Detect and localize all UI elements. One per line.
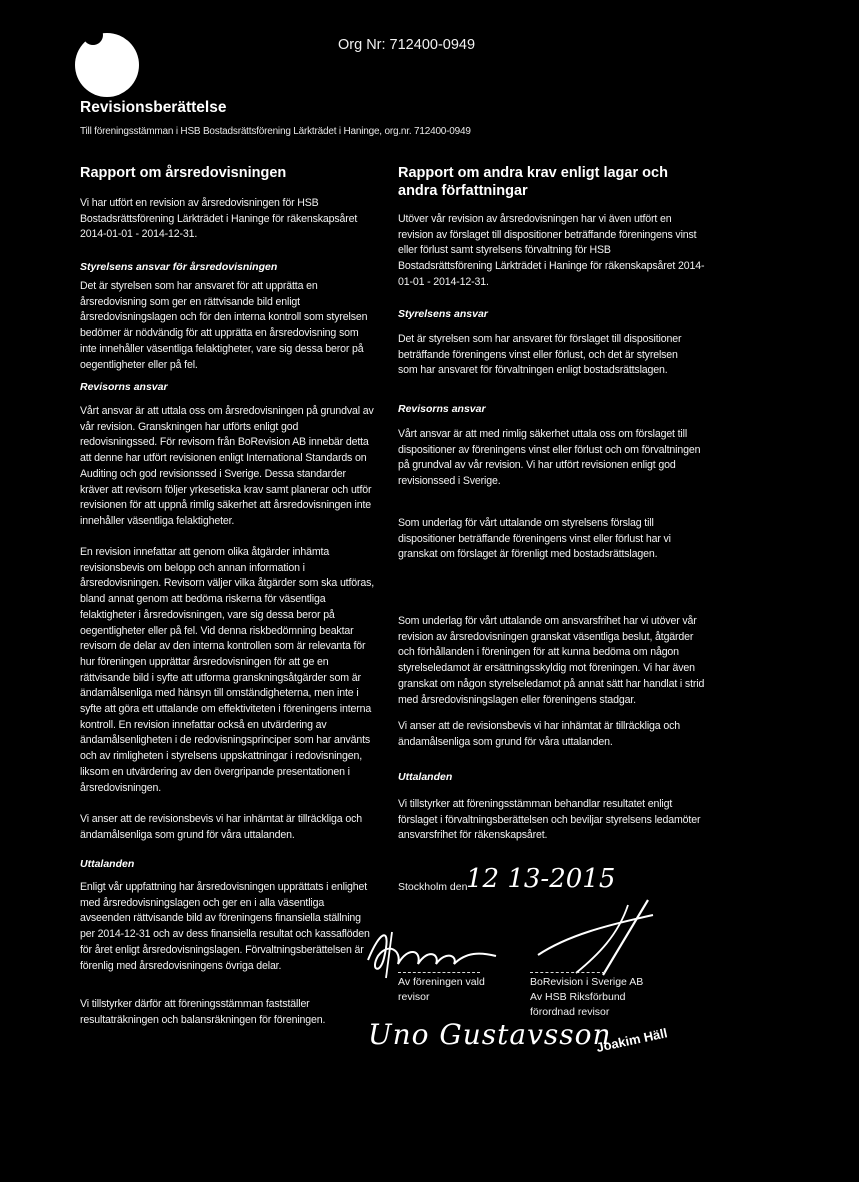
left-heading: Rapport om årsredovisningen bbox=[80, 165, 287, 181]
right-paragraph-4: Som underlag för vårt uttalande om ansvarsfrihet har vi utöver vår revision av årsredovisningen granskat väsentliga beslut, åtgärder och förhållanden i föreningen för att kunna bedöma om någon styrelseledamot är ersättningsskyldig mot föreningen. Vi har även granskat om någon styrelseledamot på annat sätt har handlat i strid med årsredovisningslagen eller föreningens stadgar. bbox=[398, 615, 705, 706]
page-subtitle: Till föreningsstämman i HSB Bostadsrättsförening Lärkträdet i Haninge, org.nr. 712400-0949 bbox=[80, 126, 471, 137]
left-sub-revisorns-ansvar: Revisorns ansvar bbox=[80, 381, 168, 393]
right-paragraph-6: Vi tillstyrker att föreningsstämman behandlar resultatet enligt förslaget i förvaltningsberättelsen och beviljar styrelsens ledamöter ansvarsfrihet för räkenskapsåret. bbox=[398, 798, 701, 842]
left-paragraph-2: Vårt ansvar är att uttala oss om årsredovisningen på grundval av vår revision. Granskningen har utförts enligt god redovisningssed. För revisorn från BoRevision AB innebär detta att denne har utfört revisionen enligt International Standards on Auditing och god revisionssed i Sverige. Dessa standarder kräver att revisorn följer yrkesetiska krav samt planerar och utför revisionen för att uppnå rimlig säkerhet att årsredovisningen inte innehåller väsentliga felaktigheter. bbox=[80, 405, 374, 527]
left-paragraph-4: Vi anser att de revisionsbevis vi har inhämtat är tillräckliga och ändamålsenliga som grund för våra uttalanden. bbox=[80, 813, 362, 841]
auditor1-line1: Av föreningen vald bbox=[398, 976, 485, 988]
org-number: Org Nr: 712400-0949 bbox=[338, 37, 476, 53]
left-intro: Vi har utfört en revision av årsredovisningen för HSB Bostadsrättsförening Lärkträdet i Haninge för räkenskapsåret 2014-01-01 - 2014-12-31. bbox=[80, 197, 358, 241]
left-paragraph-6: Vi tillstyrker därför att föreningsstämman fastställer resultaträkningen och balansräkningen för föreningen. bbox=[80, 998, 326, 1026]
left-paragraph-3: En revision innefattar att genom olika åtgärder inhämta revisionsbevis om belopp och annan information i årsredovisningen. Revisorn väljer vilka åtgärder som ska utföras, bland annat genom att bedöma riskerna för väsentliga felaktigheter i årsredovisningen, vare sig dessa beror på oegentligheter eller på fel. Vid denna riskbedömning beaktar revisorn de delar av den interna kontrollen som är relevanta för hur föreningen upprättar årsredovisningen för att ge en rättvisande bild i syfte att utforma granskningsåtgärder som är ändamålsenliga med hänsyn till omständigheterna, men inte i syfte att göra ett uttalande om effektiviteten i föreningens interna kontroll. En revision innefattar också en utvärdering av ändamålsenligheten i de redovisningsprinciper som har använts och av rimligheten i styrelsens uppskattningar i redovisningen, liksom en utvärdering av den övergripande presentationen i årsredovisningen. bbox=[80, 546, 375, 794]
auditor2-line3: förordnad revisor bbox=[530, 1006, 610, 1018]
right-sub-revisorns-ansvar: Revisorns ansvar bbox=[398, 403, 486, 415]
handwritten-date: 12 13-2015 bbox=[466, 864, 616, 894]
left-paragraph-1: Det är styrelsen som har ansvaret för att upprätta en årsredovisning som ger en rättvisande bild enligt årsredovisningslagen och för den interna kontroll som styrelsen bedömer är nödvändig för att upprätta en årsredovisning som inte innehåller väsentliga felaktigheter, vare sig dessa beror på oegentligheter eller på fel. bbox=[80, 280, 368, 371]
hsb-logo bbox=[75, 33, 139, 97]
right-paragraph-5: Vi anser att de revisionsbevis vi har inhämtat är tillräckliga och ändamålsenliga som grund för våra uttalanden. bbox=[398, 720, 680, 748]
right-paragraph-2: Vårt ansvar är att med rimlig säkerhet uttala oss om förslaget till dispositioner av föreningens vinst eller förlust och om förvaltningen på grundval av vår revision. Vi har utfört revisionen enligt god revisionssed i Sverige. bbox=[398, 428, 701, 488]
auditor1-signature bbox=[362, 920, 502, 980]
right-paragraph-1: Det är styrelsen som har ansvaret för förslaget till dispositioner beträffande föreningens vinst eller förlust, och det är styrelsen som har ansvaret för förvaltningen enligt bostadsrättslagen. bbox=[398, 333, 682, 377]
auditor2-line1: BoRevision i Sverige AB bbox=[530, 976, 644, 988]
signature-line-2 bbox=[530, 972, 605, 973]
auditor1-line2: revisor bbox=[398, 991, 430, 1003]
auditor2-line2: Av HSB Riksförbund bbox=[530, 991, 626, 1003]
printed-name: Joakim Häll bbox=[594, 1025, 669, 1055]
right-sub-uttalanden: Uttalanden bbox=[398, 771, 453, 783]
right-intro: Utöver vår revision av årsredovisningen har vi även utfört en revision av förslaget till dispositioner beträffande föreningens vinst eller förlust samt styrelsens förvaltning för HSB Bostadsrättsförening Lärkträdet i Haninge för räkenskapsåret 2014-01-01 - 2014-12-31. bbox=[398, 213, 705, 288]
right-sub-styrelsens-ansvar: Styrelsens ansvar bbox=[398, 308, 488, 320]
right-heading: Rapport om andra krav enligt lagar och andra författningar bbox=[398, 165, 668, 199]
page-title: Revisionsberättelse bbox=[80, 99, 227, 116]
signature-line-1 bbox=[398, 972, 480, 973]
left-sub-styrelsens-ansvar: Styrelsens ansvar för årsredovisningen bbox=[80, 261, 278, 273]
right-paragraph-3: Som underlag för vårt uttalande om styrelsens förslag till dispositioner beträffande föreningens vinst eller förlust har vi granskat om förslaget är förenligt med bostadsrättslagen. bbox=[398, 517, 671, 561]
left-sub-uttalanden: Uttalanden bbox=[80, 858, 135, 870]
place-date-label: Stockholm den bbox=[398, 881, 468, 893]
left-paragraph-5: Enligt vår uppfattning har årsredovisningen upprättats i enlighet med årsredovisningslagen och ger en i alla väsentliga avseenden rättvisande bild av föreningens finansiella ställning per 2014-12-31 och av dess finansiella resultat och kassaflöden för året enligt årsredovisningslagen. Förvaltningsberättelsen är förenlig med årsredovisningens övriga delar. bbox=[80, 881, 370, 972]
signature-bottom: Uno Gustavsson bbox=[368, 1018, 612, 1051]
